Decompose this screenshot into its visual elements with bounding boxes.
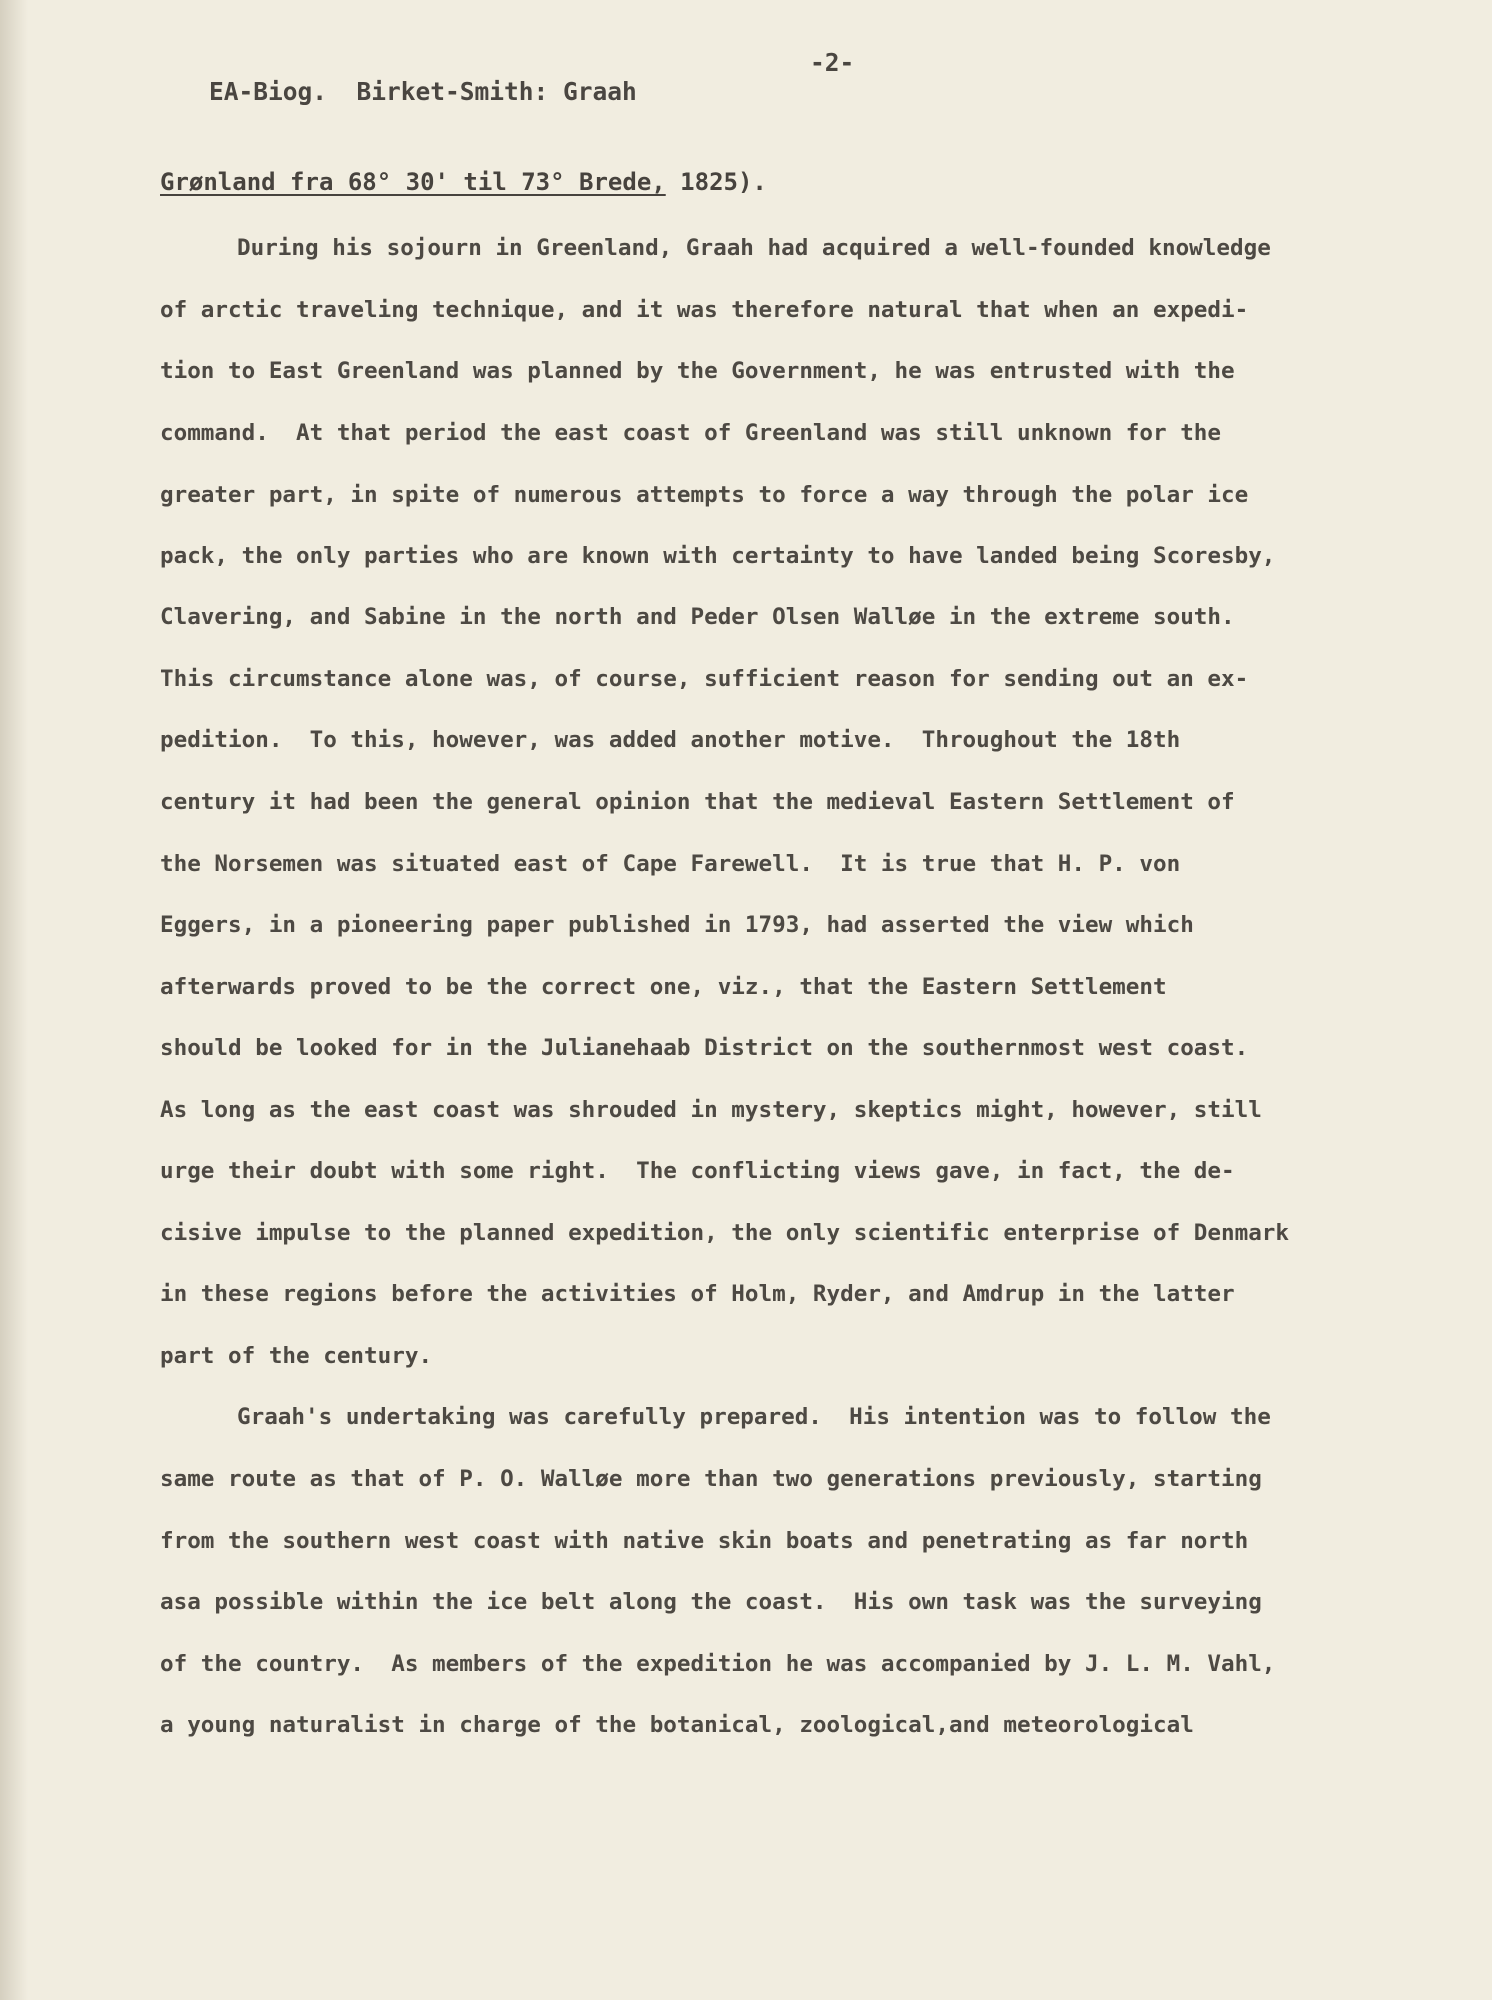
- text-line: century it had been the general opinion that the medieval Eastern Settlement of: [160, 789, 1235, 815]
- text-line: asa possible within the ice belt along the coast. His own task was the surveying: [160, 1589, 1262, 1615]
- text-line: the Norsemen was situated east of Cape Farewell. It is true that H. P. von: [160, 851, 1181, 877]
- page-header: [150, 48, 855, 164]
- text-line: urge their doubt with some right. The conflicting views gave, in fact, the de-: [160, 1158, 1235, 1184]
- text-line: in these regions before the activities of Holm, Ryder, and Amdrup in the latter: [160, 1281, 1235, 1307]
- text-line: pack, the only parties who are known with certainty to have landed being Scoresby,: [160, 543, 1276, 569]
- text-line: of the country. As members of the expedition he was accompanied by J. L. M. Vahl,: [160, 1651, 1276, 1677]
- header-label: EA-Biog. Birket-Smith: Graah: [209, 77, 637, 106]
- page-edge-shadow: [0, 0, 28, 2000]
- text-line: same route as that of P. O. Walløe more than two generations previously, starting: [160, 1466, 1262, 1492]
- title-rest: 1825).: [665, 168, 767, 196]
- text-line: cisive impulse to the planned expedition, the only scientific enterprise of Denmark: [160, 1220, 1290, 1246]
- text-line: This circumstance alone was, of course, sufficient reason for sending out an ex-: [160, 666, 1249, 692]
- text-line: afterwards proved to be the correct one, viz., that the Eastern Settlement: [160, 974, 1167, 1000]
- text-line: command. At that period the east coast of Greenland was still unknown for the: [160, 420, 1222, 446]
- underlined-title: Grønland fra 68° 30' til 73° Brede,: [160, 168, 666, 196]
- text-line: of arctic traveling technique, and it was therefore natural that when an expedi-: [160, 297, 1249, 323]
- text-line: from the southern west coast with native skin boats and penetrating as far north: [160, 1528, 1249, 1554]
- title-line: [160, 168, 767, 196]
- text-line: As long as the east coast was shrouded in mystery, skeptics might, however, still: [160, 1097, 1262, 1123]
- text-line: pedition. To this, however, was added another motive. Throughout the 18th: [160, 727, 1181, 753]
- text-line: greater part, in spite of numerous attempts to force a way through the polar ice: [160, 482, 1249, 508]
- text-line: should be looked for in the Julianehaab District on the southernmost west coast.: [160, 1035, 1249, 1061]
- page-number: -2-: [810, 48, 855, 77]
- text-line: a young naturalist in charge of the botanical, zoological,and meteorological: [160, 1712, 1194, 1738]
- text-line: Clavering, and Sabine in the north and Peder Olsen Walløe in the extreme south.: [160, 604, 1235, 630]
- text-line: Graah's undertaking was carefully prepared. His intention was to follow the: [237, 1404, 1271, 1430]
- text-line: Eggers, in a pioneering paper published in 1793, had asserted the view which: [160, 912, 1194, 938]
- text-line: tion to East Greenland was planned by the Government, he was entrusted with the: [160, 358, 1235, 384]
- text-line: During his sojourn in Greenland, Graah had acquired a well-founded knowledge: [237, 235, 1271, 261]
- text-line: part of the century.: [160, 1343, 433, 1369]
